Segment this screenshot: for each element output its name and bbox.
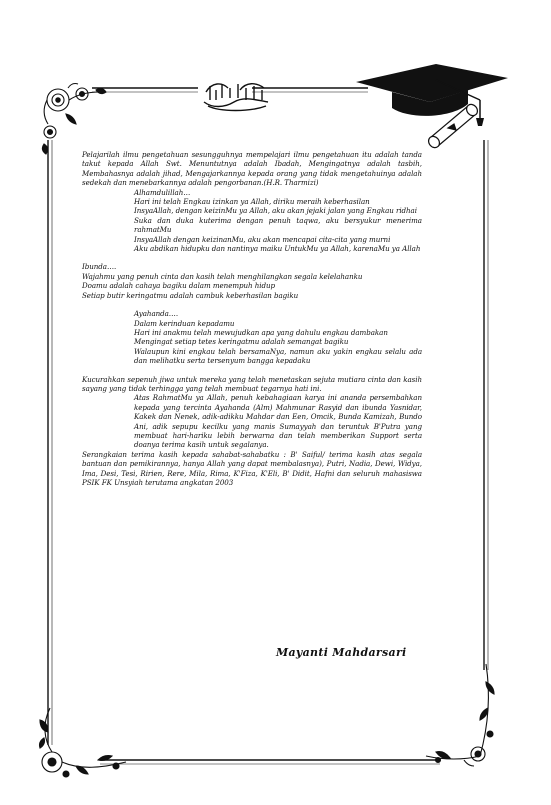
ibunda-line: Ibunda…. [82,262,117,272]
dedication-text [82,150,422,487]
ayahanda-line: Mengingat setiap tetes keringatmu adalah semangat bagiku [134,337,349,347]
ayahanda-line: Ayahanda…. [134,309,179,319]
alhamdulillah-line: InsyaAllah, dengan keizinMu ya Allah, aku akan jejaki jalan yang Engkau ridhai [134,206,417,216]
floral-corner-bottom-right-icon [420,660,500,770]
alhamdulillah-line: Alhamdulillah… [134,187,191,197]
alhamdulillah-line: Suka dan duka kuterima dengan penuh taqwa, aku bersyukur menerima rahmatMu [134,215,422,235]
floral-corner-icon [38,80,112,158]
atas-rahmat-paragraph: Atas RahmatMu ya Allah, penuh kebahagiaan karya ini ananda persembahkan kepada yang tercinta Ayahanda (Alm) Mahmunar Rasyid dan ibunda Yasnidar, Kakek dan Nenek, adik-adikku Mahdar dan Een, Omcik, Bunda Kamizah, Bundo Ani, adik sepupu kecilku yang manis Sumayyah dan teruntuk B'Putra yang membuat hari-hariku lebih berwarna dan telah memberikan Support serta doanya terima kasih untuk segalanya. [134,393,422,450]
ayahanda-line: Walaupun kini engkau telah bersamaNya, namun aku yakin engkau selalu ada dan melihatku serta tersenyum bangga kepadaku [134,346,422,366]
signature-name: Mayanti Mahdarsari [276,646,407,659]
ayahanda-line: Hari ini anakmu telah mewujudkan apa yang dahulu engkau dambakan [134,327,388,337]
floral-corner-bottom-icon [36,700,136,782]
ayahanda-section [82,309,422,365]
basmala-calligraphy-icon [200,78,272,112]
ibunda-line: Wajahmu yang penuh cinta dan kasih telah menghilangkan segala kelelahanku [82,271,363,281]
serangkaian-paragraph: Serangkaian terima kasih kepada sahabat-sahabatku : B' Saiful/ terima kasih atas segala bantuan dan pemikirannya, hanya Allah yang dapat membalasnya), Putri, Nadia, Dewi, Widya, Ima, Desi, Tesi, Ririen, Rere, Mila, Rima, K'Fiza, K'Eli, B' Didit, Hafni dan seluruh mahasiswa PSIK FK Unsyiah terutama angkatan 2003 [82,449,422,487]
alhamdulillah-section [82,188,422,254]
alhamdulillah-line: InsyaAllah dengan keizinanMu, aku akan mencapai cita-cita yang murni [134,234,391,244]
diploma-scroll-icon [424,98,482,150]
ibunda-line: Doamu adalah cahaya bagiku dalam menempuh hidup [82,281,275,291]
ibunda-line: Setiap butir keringatmu adalah cambuk keberhasilan bagiku [82,290,299,300]
ibunda-section [82,262,422,300]
alhamdulillah-line: Hari ini telah Engkau izinkan ya Allah, diriku meraih keberhasilan [134,197,370,207]
kucurahkan-paragraph: Kucurahkan sepenuh jiwa untuk mereka yang telah menetaskan sejuta mutiara cinta dan kasih sayang yang tidak terhingga yang telah membuat tegarnya hati ini. [82,374,422,393]
intro-paragraph: Pelajarilah ilmu pengetahuan sesungguhnya mempelajari ilmu pengetahuan itu adalah tanda takut kepada Allah Swt. Menuntutnya adalah Ibadah, Mengingatnya adalah tasbih, Membahasnya adalah jihad, Mengajarkannya kepada orang yang tidak mengetahuinya adalah sedekah dan menebarkannya adalah pengorbanan.(H.R. Tharmizi) [82,150,422,188]
ayahanda-line: Dalam kerinduan kepadamu [134,318,235,328]
alhamdulillah-line: Aku abdikan hidupku dan nantinya maiku UntukMu ya Allah, karenaMu ya Allah [134,244,421,254]
